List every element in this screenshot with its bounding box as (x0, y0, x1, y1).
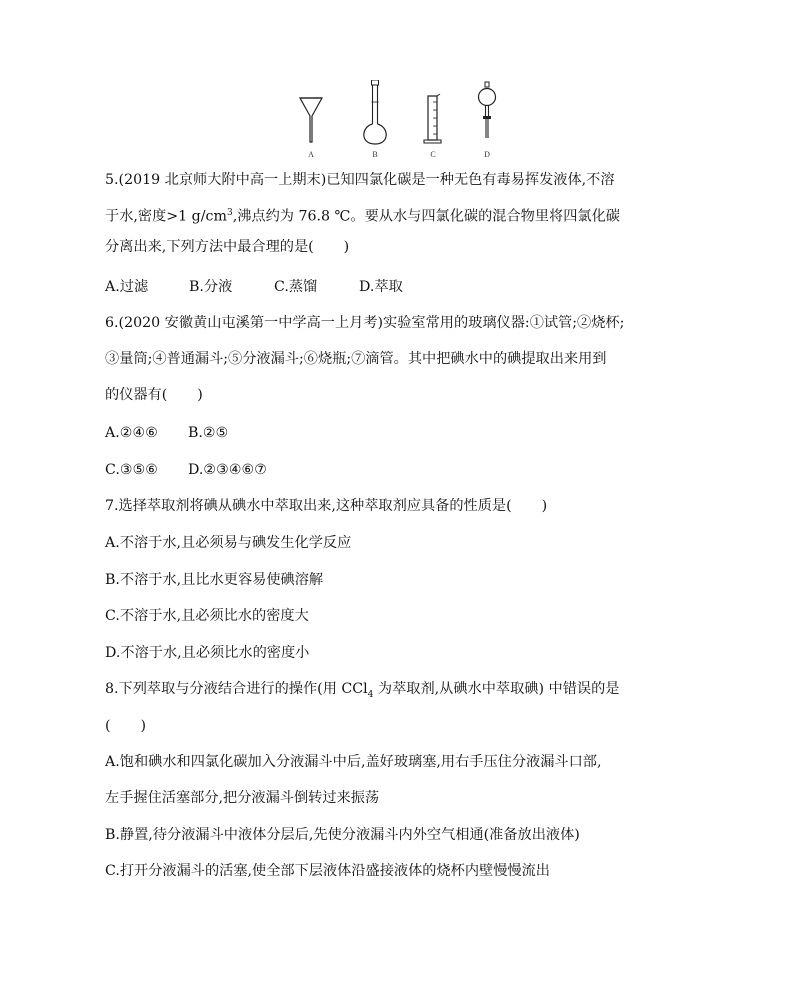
q7-option-b: B.不溶于水,且比水更容易使碘溶解 (105, 572, 324, 588)
q6-stem-line-2: ③量筒;④普通漏斗;⑤分液漏斗;⑥烧瓶;⑦滴管。其中把碘水中的碘提取出来用到 (105, 351, 607, 367)
q5-superscript: 3 (226, 208, 233, 218)
q5-stem-line-3-text: 分离出来,下列方法中最合理的是( (105, 239, 314, 255)
apparatus-c (422, 80, 444, 159)
q6-option-d: D.②③④⑥⑦ (188, 462, 267, 478)
q6-stem-line-1: 6.(2020 安徽黄山屯溪第一中学高一上月考)实验室常用的玻璃仪器:①试管;②烧杯; (105, 315, 625, 331)
q6-stem-line-3 (105, 385, 203, 405)
q5-stem-line-2 (105, 203, 620, 227)
apparatus-label-a: A (308, 150, 314, 159)
apparatus-label-c: C (430, 150, 436, 159)
q5-stem-line-3 (105, 237, 349, 257)
apparatus-a (298, 80, 324, 159)
q5-stem-line-1: 5.(2019 北京师大附中高一上期末)已知四氯化碳是一种无色有毒易挥发液体,不溶 (105, 172, 615, 188)
funnel-icon (298, 80, 324, 146)
q8-option-c: C.打开分液漏斗的活塞,使全部下层液体沿盛接液体的烧杯内壁慢慢流出 (105, 863, 550, 879)
q6-answer-paren-close: ) (197, 387, 203, 403)
q6-option-c: C.③⑤⑥ (105, 462, 159, 478)
q7-option-d: D.不溶于水,且必须比水的密度小 (105, 645, 310, 661)
q5-option-d: D.萃取 (359, 279, 403, 295)
q8-stem-text-b: 为萃取剂,从碘水中萃取碘) 中错误的是 (373, 681, 620, 697)
q8-option-a-line-2: 左手握住活塞部分,把分液漏斗倒转过来振荡 (105, 790, 380, 806)
apparatus-label-d: D (484, 150, 490, 159)
q7-stem-line-1 (105, 496, 547, 516)
q5-answer-paren-close: ) (343, 239, 350, 255)
q8-option-a-line-1: A.饱和碘水和四氯化碳加入分液漏斗中后,盖好玻璃塞,用右手压住分液漏斗口部, (105, 754, 602, 770)
apparatus-figure (298, 80, 508, 162)
q8-answer-paren-open: ( (105, 718, 111, 734)
apparatus-b (358, 80, 392, 159)
q5-option-a: A.过滤 (105, 279, 149, 295)
separatory-funnel-icon (475, 80, 499, 148)
volumetric-flask-icon (358, 80, 392, 148)
q6-option-a: A.②④⑥ (105, 425, 158, 441)
q6-stem-line-3-text: 的仪器有( (105, 387, 168, 403)
q5-stem-line-2-text-b: ,沸点约为 76.8 ℃。要从水与四氯化碳的混合物里将四氯化碳 (232, 208, 620, 225)
q5-option-b: B.分液 (189, 279, 233, 295)
apparatus-d (475, 80, 499, 159)
q7-answer-paren-close: ) (541, 498, 548, 514)
graduated-cylinder-icon (422, 80, 444, 148)
apparatus-label-b: B (372, 150, 378, 159)
q8-answer-paren-close: ) (140, 718, 147, 734)
q8-stem-line-2 (105, 716, 146, 736)
q5-stem-line-2-text: 于水,密度>1 g/cm (105, 208, 227, 225)
q7-option-c: C.不溶于水,且必须比水的密度大 (105, 608, 309, 624)
q7-stem-text: 7.选择萃取剂将碘从碘水中萃取出来,这种萃取剂应具备的性质是( (105, 498, 512, 514)
q8-option-b: B.静置,待分液漏斗中液体分层后,先使分液漏斗内外空气相通(准备放出液体) (105, 827, 580, 843)
q8-stem-line-1 (105, 679, 619, 705)
q7-option-a: A.不溶于水,且必须易与碘发生化学反应 (105, 535, 352, 551)
q8-subscript: 4 (367, 689, 374, 700)
q8-stem-text-a: 8.下列萃取与分液结合进行的操作(用 CCl (105, 681, 368, 697)
q6-option-b: B.②⑤ (188, 425, 229, 441)
q5-option-c: C.蒸馏 (274, 279, 318, 295)
